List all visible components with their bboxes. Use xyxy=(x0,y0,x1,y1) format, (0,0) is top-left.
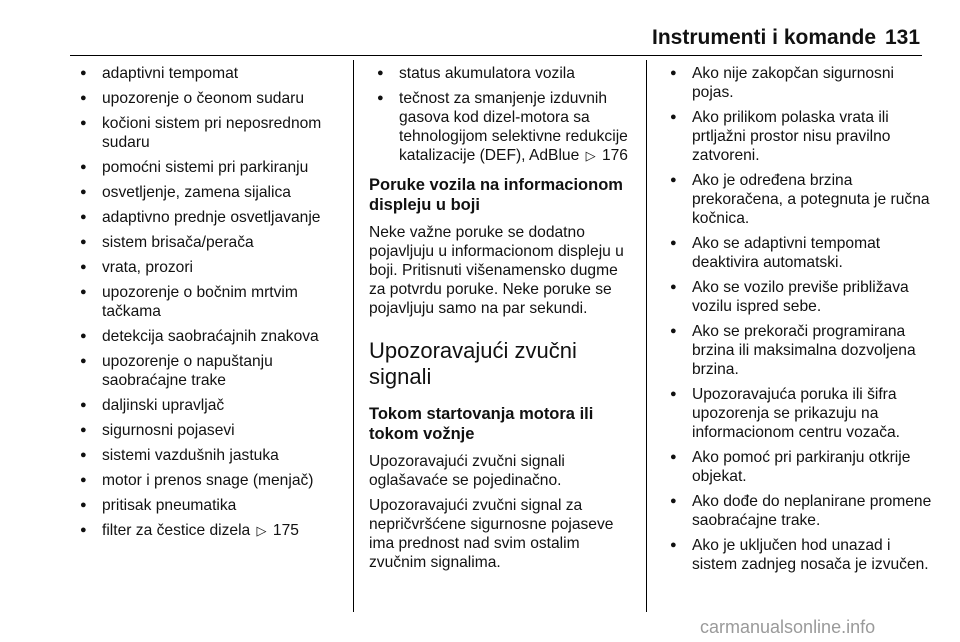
list-item-text: tečnost za smanjenje izduvnih gasova kod dizel-motora sa tehnologijom selektivne redukcije katalizacije (DEF), AdBlue xyxy=(399,90,628,164)
list-item: ● upozorenje o bočnim mrtvim tačkama xyxy=(72,283,342,321)
list-item: ● sigurnosni pojasevi xyxy=(72,421,342,440)
list-item: ● Ako pomoć pri parkiranju otkrije objekat. xyxy=(662,448,932,486)
list-item: ● Ako dođe do neplanirane promene saobraćajne trake. xyxy=(662,492,932,530)
list-item: ● Ako se adaptivni tempomat deaktivira automatski. xyxy=(662,234,932,272)
column-divider-left xyxy=(353,60,354,612)
page-reference-arrow-icon: ▷ xyxy=(256,523,267,538)
subheading-starting-driving: Tokom startovanja motora ili tokom vožnje xyxy=(369,405,594,443)
list-item: ● osvetljenje, zamena sijalica xyxy=(72,183,342,202)
section-heading-warning-chimes: Upozoravajući zvučni signali xyxy=(369,338,577,389)
page-header xyxy=(0,0,960,56)
page-reference-link[interactable]: 175 xyxy=(272,522,299,539)
list-item: ● adaptivno prednje osvetljavanje xyxy=(72,208,342,227)
paragraph: Neke važne poruke se dodatno pojavljuju u informacionom displeju u boji. Pritisnuti višenamensko dugme za potvrdu poruke. Neke poruke se pojavljuju samo na par sekundi. xyxy=(369,224,624,317)
page-reference-link[interactable]: 176 xyxy=(601,147,628,164)
column-1 xyxy=(72,64,342,546)
list-item: ● Ako je uključen hod unazad i sistem zadnjeg nosača je izvučen. xyxy=(662,536,932,574)
feature-list-continued xyxy=(369,64,637,165)
list-item: ● sistem brisača/perača xyxy=(72,233,342,252)
list-item: ● sistemi vazdušnih jastuka xyxy=(72,446,342,465)
list-item: ● adaptivni tempomat xyxy=(72,64,342,83)
page-number: 131 xyxy=(885,26,921,49)
list-item: ● Ako nije zakopčan sigurnosni pojas. xyxy=(662,64,932,102)
list-item: ● pomoćni sistemi pri parkiranju xyxy=(72,158,342,177)
warning-conditions-list xyxy=(662,64,932,574)
column-2 xyxy=(369,64,637,578)
list-item xyxy=(72,521,342,540)
list-item: ● daljinski upravljač xyxy=(72,396,342,415)
subheading-color-display-messages: Poruke vozila na informacionom displeju u boji xyxy=(369,176,623,214)
list-item: ● Ako je određena brzina prekoračena, a potegnuta je ručna kočnica. xyxy=(662,171,932,228)
page-reference-arrow-icon: ▷ xyxy=(585,148,596,163)
list-item: ● Ako prilikom polaska vrata ili prtljažni prostor nisu pravilno zatvoreni. xyxy=(662,108,932,165)
list-item: ● Ako se vozilo previše približava vozilu ispred sebe. xyxy=(662,278,932,316)
watermark: carmanualsonline.info xyxy=(700,617,876,637)
list-item-text: filter za čestice dizela xyxy=(102,522,251,539)
paragraph: Upozoravajući zvučni signali oglašavaće se pojedinačno. xyxy=(369,453,565,489)
list-item: ● pritisak pneumatika xyxy=(72,496,342,515)
paragraph: Upozoravajući zvučni signal za nepričvršćene sigurnosne pojaseve ima prednost nad svim ostalim zvučnim signalima. xyxy=(369,497,614,571)
list-item: ● upozorenje o napuštanju saobraćajne trake xyxy=(72,352,342,390)
feature-list xyxy=(72,64,342,540)
list-item: ● Ako se prekorači programirana brzina ili maksimalna dozvoljena brzina. xyxy=(662,322,932,379)
list-item: ● upozorenje o čeonom sudaru xyxy=(72,89,342,108)
column-divider-right xyxy=(646,60,647,612)
list-item: ● Upozoravajuća poruka ili šifra upozorenja se prikazuju na informacionom centru vozača. xyxy=(662,385,932,442)
column-3 xyxy=(662,64,932,580)
header-rule xyxy=(70,55,922,56)
list-item: ● detekcija saobraćajnih znakova xyxy=(72,327,342,346)
list-item: ● motor i prenos snage (menjač) xyxy=(72,471,342,490)
list-item xyxy=(369,89,637,165)
list-item: ● vrata, prozori xyxy=(72,258,342,277)
page-header-title: Instrumenti i komande xyxy=(652,26,877,49)
list-item: ● status akumulatora vozila xyxy=(369,64,637,83)
list-item: ● kočioni sistem pri neposrednom sudaru xyxy=(72,114,342,152)
